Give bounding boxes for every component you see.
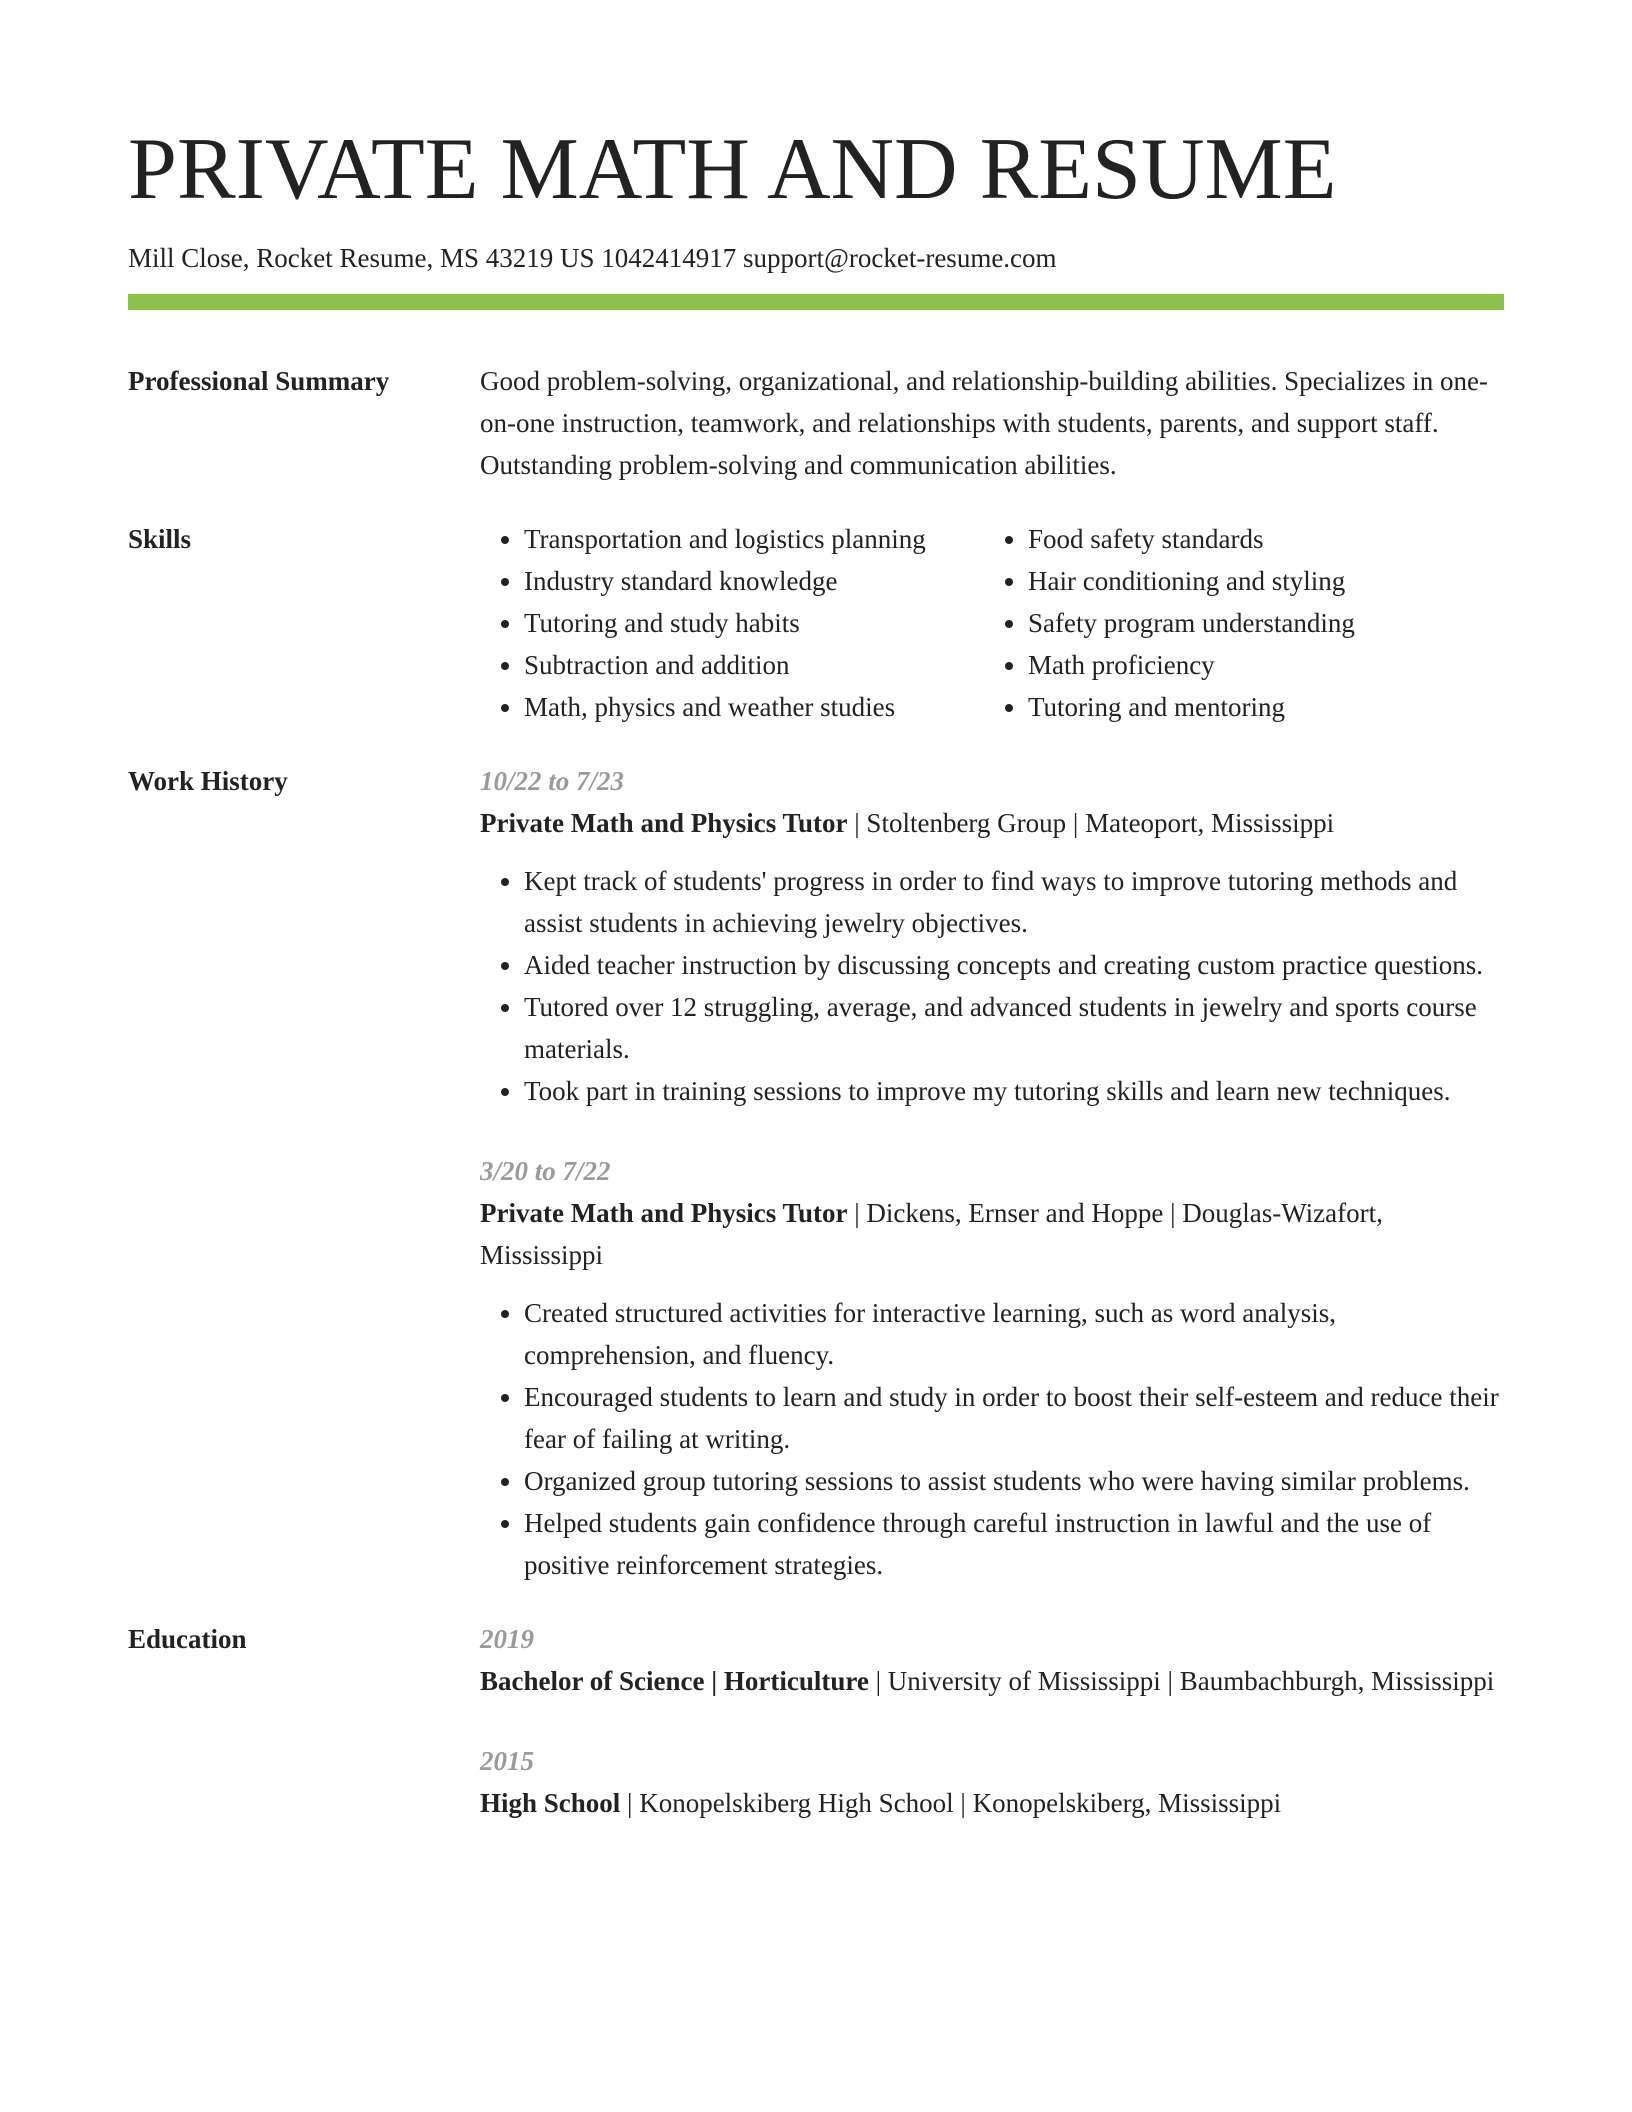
job-entry	[480, 1150, 1504, 1586]
job-title: Private Math and Physics Tutor	[480, 1198, 848, 1228]
job-bullet: • Tutored over 12 struggling, average, and advanced students in jewelry and sports course materials.	[524, 986, 1504, 1070]
skills-right-column	[984, 518, 1355, 728]
job-dates: 3/20 to 7/22	[480, 1156, 611, 1186]
skill-item: • Hair conditioning and styling	[1028, 560, 1355, 602]
job-entry	[480, 760, 1504, 1112]
skills-section	[128, 518, 1504, 728]
work-history-label: Work History	[128, 766, 288, 796]
job-title: Private Math and Physics Tutor	[480, 808, 848, 838]
contact-line	[128, 240, 1504, 276]
job-bullet: • Created structured activities for interactive learning, such as word analysis, comprehension, and fluency.	[524, 1292, 1504, 1376]
summary-text: Good problem-solving, organizational, and relationship-building abilities. Specializes in one-on-one instruction, teamwork, and relationships with students, parents, and support staff. Outstanding problem-solving and communication abilities.	[480, 366, 1489, 480]
skills-left-column	[480, 518, 984, 728]
job-heading	[480, 802, 1504, 844]
contact-address: Mill Close, Rocket Resume, MS 43219 US	[128, 243, 595, 273]
job-heading	[480, 1192, 1504, 1276]
job-bullet: • Helped students gain confidence through careful instruction in lawful and the use of positive reinforcement strategies.	[524, 1502, 1504, 1586]
resume-name: PRIVATE MATH AND RESUME	[128, 121, 1337, 218]
skill-item: • Tutoring and study habits	[524, 602, 984, 644]
job-bullet: • Kept track of students' progress in order to find ways to improve tutoring methods and assist students in achieving jewelry objectives.	[524, 860, 1504, 944]
skill-item: • Tutoring and mentoring	[1028, 686, 1355, 728]
skill-item: • Industry standard knowledge	[524, 560, 984, 602]
resume-page	[128, 118, 1504, 1824]
skill-item: • Food safety standards	[1028, 518, 1355, 560]
job-details: | Dickens, Ernser and Hoppe | Douglas-Wizafort, Mississippi	[480, 1198, 1383, 1270]
header-divider	[128, 294, 1504, 310]
skill-item: • Transportation and logistics planning	[524, 518, 984, 560]
skill-item: • Math proficiency	[1028, 644, 1355, 686]
job-bullets	[480, 860, 1504, 1112]
education-entry	[480, 1618, 1504, 1702]
education-entry	[480, 1740, 1504, 1824]
education-heading	[480, 1660, 1504, 1702]
contact-email: support@rocket-resume.com	[743, 243, 1057, 273]
work-history-section	[128, 760, 1504, 1586]
education-section	[128, 1618, 1504, 1824]
skills-columns	[480, 518, 1504, 728]
job-bullet: • Aided teacher instruction by discussing concepts and creating custom practice questions.	[524, 944, 1504, 986]
job-bullet: • Organized group tutoring sessions to assist students who were having similar problems.	[524, 1460, 1504, 1502]
job-bullets	[480, 1292, 1504, 1586]
education-details: | Konopelskiberg High School | Konopelskiberg, Mississippi	[620, 1788, 1282, 1818]
education-year: 2015	[480, 1746, 534, 1776]
education-degree: High School	[480, 1788, 621, 1818]
education-degree: Bachelor of Science | Horticulture	[480, 1666, 869, 1696]
summary-label: Professional Summary	[128, 366, 390, 396]
education-year: 2019	[480, 1624, 534, 1654]
job-bullet: • Encouraged students to learn and study in order to boost their self-esteem and reduce their fear of failing at writing.	[524, 1376, 1504, 1460]
skill-item: • Safety program understanding	[1028, 602, 1355, 644]
education-details: | University of Mississippi | Baumbachburgh, Mississippi	[868, 1666, 1495, 1696]
job-dates: 10/22 to 7/23	[480, 766, 625, 796]
education-heading	[480, 1782, 1504, 1824]
skill-item: • Math, physics and weather studies	[524, 686, 984, 728]
job-details: | Stoltenberg Group | Mateoport, Mississippi	[847, 808, 1335, 838]
skills-label: Skills	[128, 524, 192, 554]
skill-item: • Subtraction and addition	[524, 644, 984, 686]
job-bullet: • Took part in training sessions to improve my tutoring skills and learn new techniques.	[524, 1070, 1504, 1112]
education-body	[480, 1618, 1504, 1824]
contact-phone: 1042414917	[601, 243, 737, 273]
education-label: Education	[128, 1624, 247, 1654]
summary-section	[128, 360, 1504, 486]
work-history-body	[480, 760, 1504, 1586]
